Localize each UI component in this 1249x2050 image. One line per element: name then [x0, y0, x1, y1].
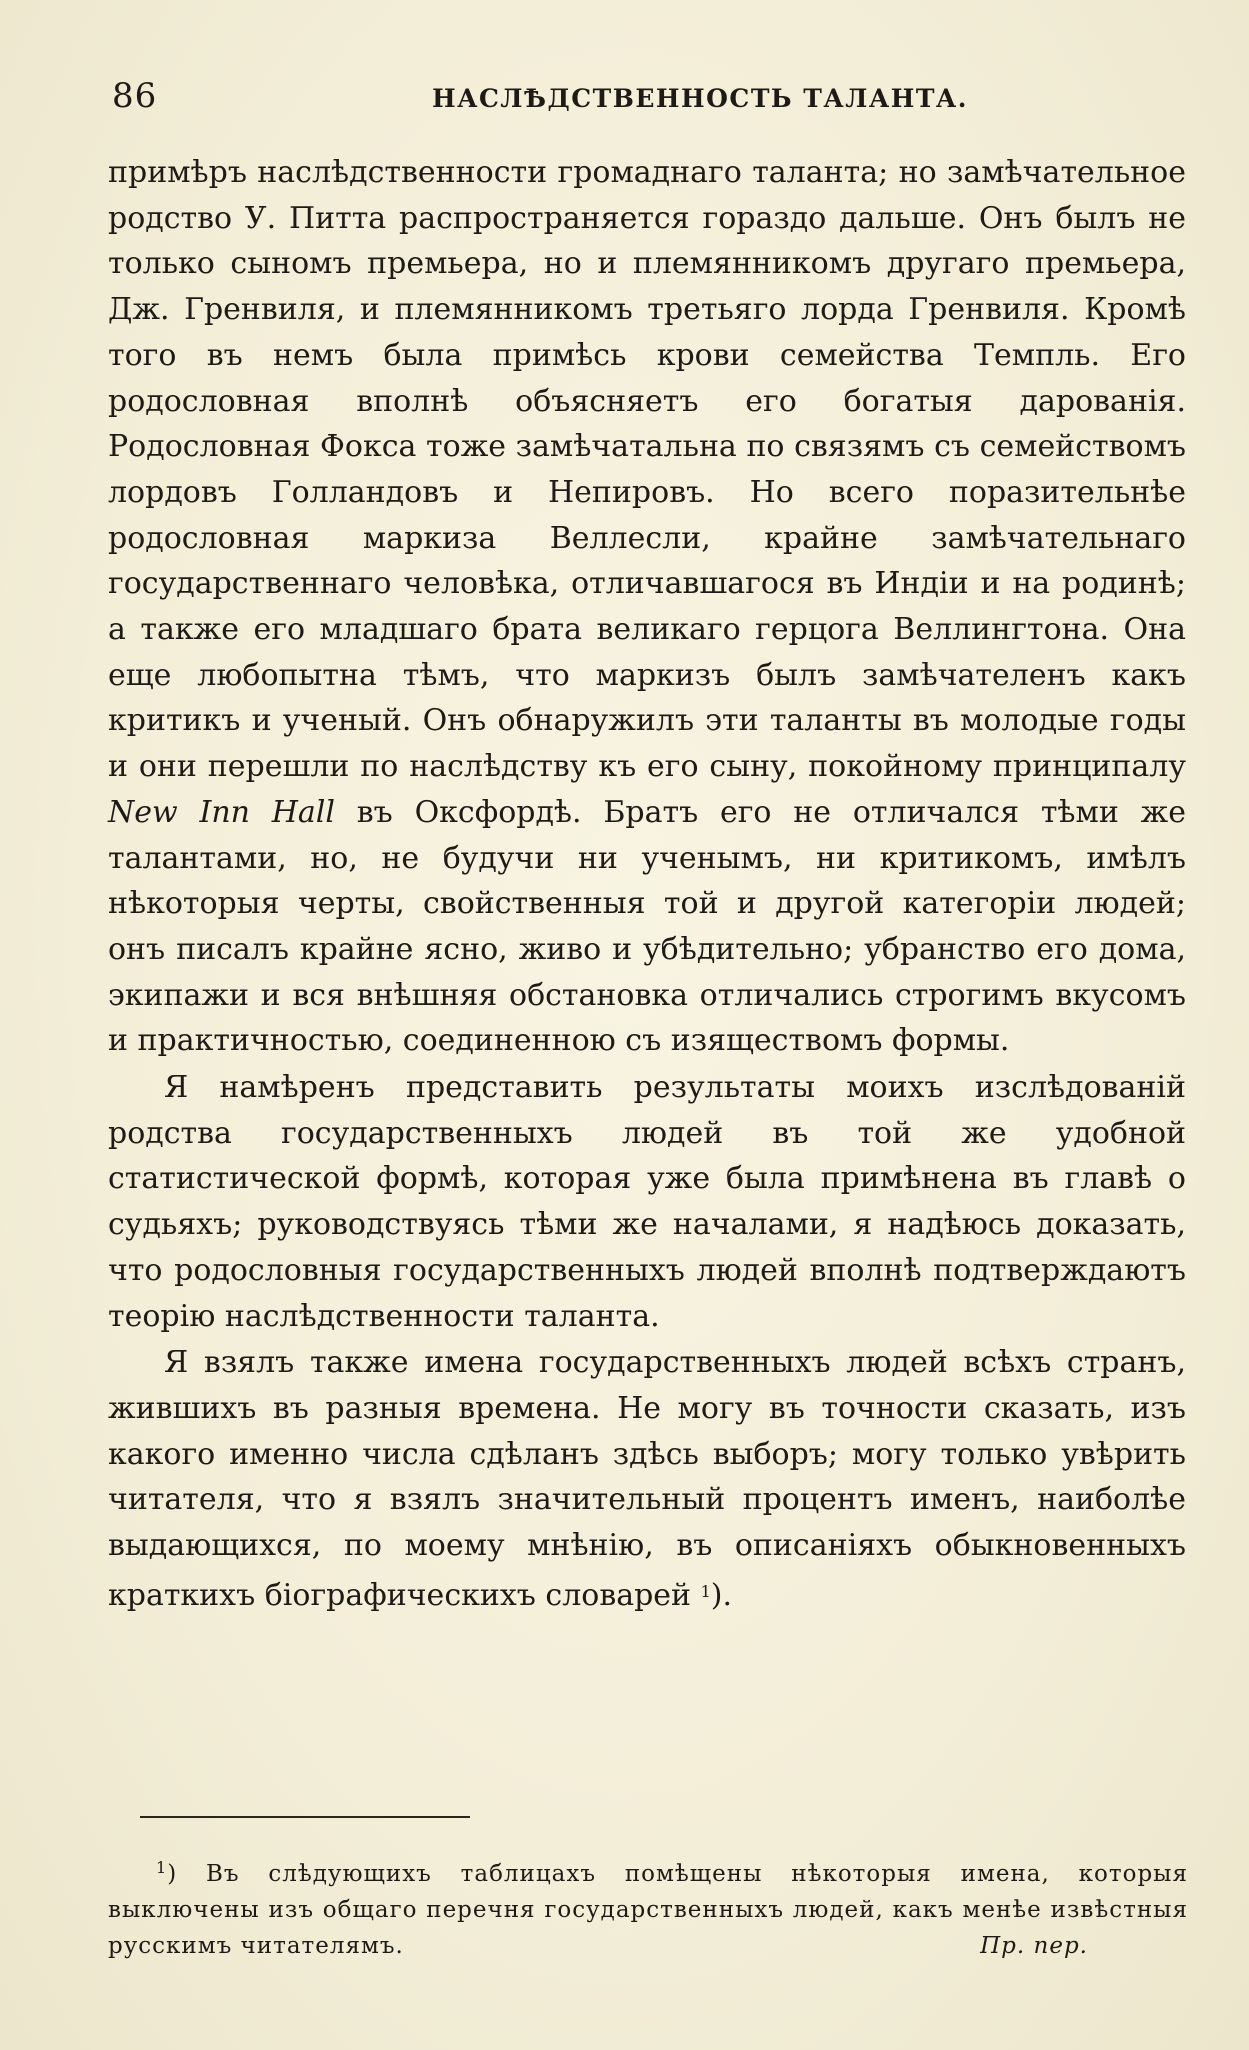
translator-note: Пр. пер.	[980, 1933, 1088, 1959]
paragraph-1-text-continued: въ Оксфордѣ. Братъ его не отличался тѣми же талантами, но, не будучи ни ученымъ, ни критикомъ, имѣлъ нѣкоторыя черты, свойственныя той и другой категоріи людей; онъ писалъ крайне ясно, живо и убѣдительно; убранство его дома, экипажи и вся внѣшняя обстановка отличались строгимъ вкусомъ и практичностью, соединенною съ изяществомъ формы.	[108, 794, 1186, 1059]
footnote-text	[108, 1850, 1188, 1964]
italic-phrase: New Inn Hall	[108, 794, 335, 830]
footnote-divider	[140, 1816, 470, 1818]
footnote-body: ) Въ слѣдующихъ таблицахъ помѣщены нѣкоторыя имена, которыя выключены изъ общаго перечня государственныхъ людей, какъ менѣе извѣстныя русскимъ читателямъ.	[108, 1861, 1188, 1959]
paragraph-1-text: примѣръ наслѣдственности громаднаго таланта; но замѣчательное родство У. Питта распространяется гораздо дальше. Онъ былъ не только сыномъ премьера, но и племянникомъ другаго премьера, Дж. Гренвиля, и племянникомъ третьяго лорда Гренвиля. Кромѣ того въ немъ была примѣсь крови семейства Темпль. Его родословная вполнѣ объясняетъ его богатыя дарованія. Родословная Фокса тоже замѣчатальна по связямъ съ семействомъ лордовъ Голландовъ и Непировъ. Но всего поразительнѣе родословная маркиза Веллесли, крайне замѣчательнаго государственнаго человѣка, отличавшагося въ Индіи и на родинѣ; а также его младшаго брата великаго герцога Веллингтона. Она еще любопытна тѣмъ, что маркизъ былъ замѣчателенъ какъ критикъ и ученый. Онъ обнаружилъ эти таланты въ молодые годы и они перешли по наслѣдству къ его сыну, покойному принципалу	[108, 155, 1186, 785]
paragraph-3-end: ).	[710, 1577, 733, 1613]
paragraph-1	[108, 150, 1186, 1064]
page-number: 86	[112, 76, 158, 116]
footnote	[108, 1850, 1188, 1964]
paragraph-3-text: Я взялъ также имена государственныхъ людей всѣхъ странъ, жившихъ въ разныя времена. Не могу въ точности сказать, изъ какого именно числа сдѣланъ здѣсь выборъ; могу только увѣрить читателя, что я взялъ значительный процентъ именъ, наиболѣе выдающихся, по моему мнѣнію, въ описаніяхъ обыкновенныхъ краткихъ біографическихъ словарей	[108, 1345, 1186, 1613]
body-text	[108, 150, 1186, 1619]
footnote-reference: 1	[700, 1581, 711, 1601]
footnote-mark: 1	[156, 1858, 168, 1877]
paragraph-2: Я намѣренъ представить результаты моихъ изслѣдованій родства государственныхъ людей въ той же удобной статистической формѣ, которая уже была примѣнена въ главѣ о судьяхъ; руководствуясь тѣми же началами, я надѣюсь доказать, что родословныя государственныхъ людей вполнѣ подтверждаютъ теорію наслѣдственности таланта.	[108, 1070, 1186, 1334]
running-title: НАСЛѢДСТВЕННОСТЬ ТАЛАНТА.	[432, 84, 968, 113]
page-header	[112, 76, 1192, 120]
paragraph-3	[108, 1340, 1186, 1618]
